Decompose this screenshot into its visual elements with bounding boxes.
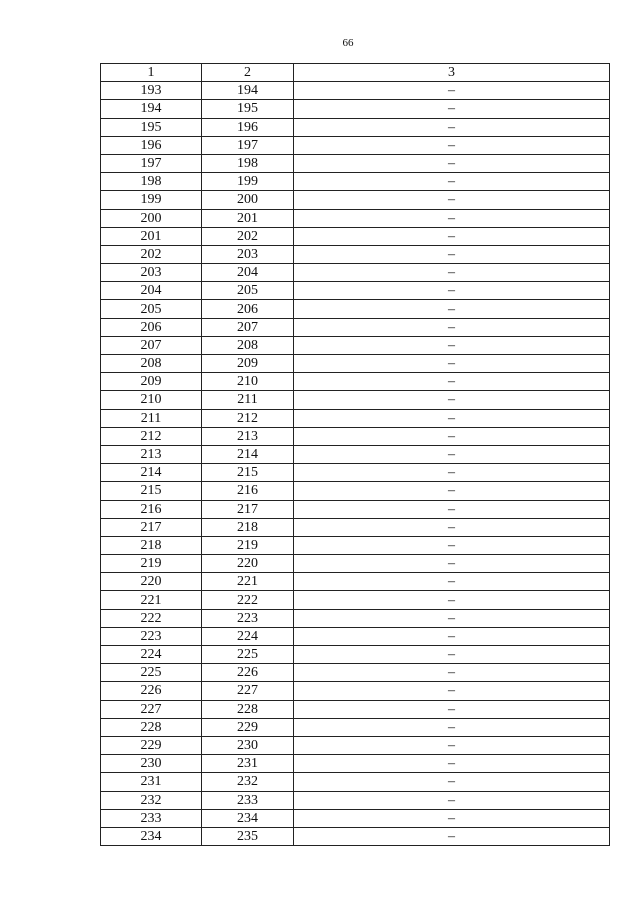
table-cell-col-1: 208 — [101, 355, 202, 373]
table-cell-col-3: – — [294, 627, 610, 645]
table-row — [101, 646, 610, 664]
table-cell-col-2: 235 — [202, 827, 294, 845]
table-cell-col-1: 202 — [101, 245, 202, 263]
page-number: 66 — [342, 37, 354, 49]
table-cell-col-1: 212 — [101, 427, 202, 445]
table-cell-col-2: 224 — [202, 627, 294, 645]
table-row — [101, 318, 610, 336]
table-cell-col-2: 198 — [202, 154, 294, 172]
table-row — [101, 445, 610, 463]
table-cell-col-3: – — [294, 373, 610, 391]
table-cell-col-3: – — [294, 300, 610, 318]
table-cell-col-1: 222 — [101, 609, 202, 627]
table-cell-col-3: – — [294, 82, 610, 100]
header-row — [101, 64, 610, 82]
table-cell-col-2: 213 — [202, 427, 294, 445]
table-cell-col-2: 197 — [202, 136, 294, 154]
table-cell-col-2: 210 — [202, 373, 294, 391]
table-cell-col-1: 213 — [101, 445, 202, 463]
table-row — [101, 682, 610, 700]
table-cell-col-3: – — [294, 555, 610, 573]
table-row — [101, 827, 610, 845]
table-row — [101, 245, 610, 263]
table-cell-col-1: 230 — [101, 755, 202, 773]
table-cell-col-3: – — [294, 518, 610, 536]
table-cell-col-3: – — [294, 118, 610, 136]
table-cell-col-1: 201 — [101, 227, 202, 245]
table-cell-col-2: 233 — [202, 791, 294, 809]
table-cell-col-2: 199 — [202, 173, 294, 191]
table-cell-col-1: 224 — [101, 646, 202, 664]
table-cell-col-1: 217 — [101, 518, 202, 536]
table-cell-col-3: – — [294, 264, 610, 282]
table-cell-col-2: 204 — [202, 264, 294, 282]
table-cell-col-1: 209 — [101, 373, 202, 391]
table-cell-col-1: 221 — [101, 591, 202, 609]
table-row — [101, 627, 610, 645]
table-cell-col-1: 218 — [101, 536, 202, 554]
table-cell-col-2: 219 — [202, 536, 294, 554]
table-cell-col-3: – — [294, 664, 610, 682]
table-cell-col-3: – — [294, 409, 610, 427]
table-cell-col-2: 209 — [202, 355, 294, 373]
table-cell-col-1: 225 — [101, 664, 202, 682]
table-cell-col-3: – — [294, 809, 610, 827]
table-cell-col-1: 231 — [101, 773, 202, 791]
table-row — [101, 300, 610, 318]
table-cell-col-2: 216 — [202, 482, 294, 500]
table-row — [101, 154, 610, 172]
table-cell-col-3: – — [294, 355, 610, 373]
table-cell-col-3: – — [294, 209, 610, 227]
table-cell-col-1: 219 — [101, 555, 202, 573]
table-cell-col-2: 234 — [202, 809, 294, 827]
table-cell-col-2: 208 — [202, 336, 294, 354]
table-row — [101, 591, 610, 609]
table-cell-col-3: – — [294, 773, 610, 791]
table-body — [101, 82, 610, 846]
table-row — [101, 464, 610, 482]
table-cell-col-2: 218 — [202, 518, 294, 536]
table-row — [101, 736, 610, 754]
table-row — [101, 209, 610, 227]
table-cell-col-3: – — [294, 464, 610, 482]
table-cell-col-3: – — [294, 827, 610, 845]
table-cell-col-3: – — [294, 336, 610, 354]
table-cell-col-3: – — [294, 482, 610, 500]
table-row — [101, 664, 610, 682]
table-row — [101, 773, 610, 791]
table-cell-col-2: 212 — [202, 409, 294, 427]
table-cell-col-2: 211 — [202, 391, 294, 409]
table-row — [101, 173, 610, 191]
table-row — [101, 227, 610, 245]
table-row — [101, 282, 610, 300]
table-cell-col-1: 216 — [101, 500, 202, 518]
table-cell-col-3: – — [294, 573, 610, 591]
table-cell-col-3: – — [294, 427, 610, 445]
table-cell-col-2: 232 — [202, 773, 294, 791]
table-cell-col-3: – — [294, 500, 610, 518]
table-row — [101, 482, 610, 500]
table-cell-col-3: – — [294, 173, 610, 191]
table-cell-col-3: – — [294, 791, 610, 809]
table-cell-col-1: 233 — [101, 809, 202, 827]
table-row — [101, 100, 610, 118]
table-cell-col-3: – — [294, 154, 610, 172]
table-cell-col-1: 220 — [101, 573, 202, 591]
table-header — [101, 64, 610, 82]
table-row — [101, 809, 610, 827]
table-row — [101, 336, 610, 354]
table-cell-col-1: 227 — [101, 700, 202, 718]
table-row — [101, 391, 610, 409]
table-cell-col-1: 193 — [101, 82, 202, 100]
table-cell-col-2: 214 — [202, 445, 294, 463]
table-cell-col-1: 195 — [101, 118, 202, 136]
table-row — [101, 536, 610, 554]
table-cell-col-3: – — [294, 191, 610, 209]
table-cell-col-1: 211 — [101, 409, 202, 427]
table-cell-col-3: – — [294, 536, 610, 554]
table-cell-col-3: – — [294, 136, 610, 154]
table-cell-col-3: – — [294, 736, 610, 754]
data-table — [100, 63, 610, 846]
table-cell-col-3: – — [294, 282, 610, 300]
table-cell-col-1: 197 — [101, 154, 202, 172]
table-cell-col-2: 206 — [202, 300, 294, 318]
table-cell-col-3: – — [294, 755, 610, 773]
table-cell-col-1: 232 — [101, 791, 202, 809]
table-row — [101, 573, 610, 591]
table-cell-col-2: 229 — [202, 718, 294, 736]
table-cell-col-1: 226 — [101, 682, 202, 700]
table-row — [101, 609, 610, 627]
table-cell-col-2: 195 — [202, 100, 294, 118]
table-cell-col-2: 201 — [202, 209, 294, 227]
table-row — [101, 791, 610, 809]
table-cell-col-3: – — [294, 245, 610, 263]
table-cell-col-1: 204 — [101, 282, 202, 300]
table-cell-col-1: 199 — [101, 191, 202, 209]
table-row — [101, 755, 610, 773]
table-row — [101, 264, 610, 282]
table-cell-col-3: – — [294, 445, 610, 463]
table-row — [101, 191, 610, 209]
table-cell-col-2: 225 — [202, 646, 294, 664]
table-row — [101, 409, 610, 427]
column-header-2: 2 — [202, 64, 294, 82]
table-cell-col-2: 207 — [202, 318, 294, 336]
table-cell-col-1: 205 — [101, 300, 202, 318]
table-cell-col-2: 230 — [202, 736, 294, 754]
table-cell-col-3: – — [294, 100, 610, 118]
table-cell-col-1: 214 — [101, 464, 202, 482]
table-row — [101, 500, 610, 518]
table-row — [101, 518, 610, 536]
table-cell-col-1: 206 — [101, 318, 202, 336]
table-cell-col-2: 221 — [202, 573, 294, 591]
table-cell-col-1: 215 — [101, 482, 202, 500]
table-row — [101, 136, 610, 154]
table-cell-col-2: 205 — [202, 282, 294, 300]
table-cell-col-1: 210 — [101, 391, 202, 409]
table-row — [101, 373, 610, 391]
table-cell-col-1: 203 — [101, 264, 202, 282]
table-cell-col-3: – — [294, 591, 610, 609]
table-cell-col-3: – — [294, 227, 610, 245]
table-cell-col-3: – — [294, 318, 610, 336]
table-cell-col-2: 215 — [202, 464, 294, 482]
table-cell-col-1: 223 — [101, 627, 202, 645]
table-row — [101, 355, 610, 373]
table-cell-col-3: – — [294, 391, 610, 409]
table-row — [101, 427, 610, 445]
table-cell-col-3: – — [294, 609, 610, 627]
table-cell-col-2: 227 — [202, 682, 294, 700]
table-cell-col-1: 196 — [101, 136, 202, 154]
table-cell-col-1: 198 — [101, 173, 202, 191]
table-cell-col-2: 217 — [202, 500, 294, 518]
table-row — [101, 118, 610, 136]
table-row — [101, 555, 610, 573]
table-cell-col-2: 231 — [202, 755, 294, 773]
table-cell-col-3: – — [294, 682, 610, 700]
table-cell-col-1: 207 — [101, 336, 202, 354]
table-cell-col-3: – — [294, 646, 610, 664]
table-cell-col-3: – — [294, 700, 610, 718]
table-row — [101, 718, 610, 736]
table-cell-col-2: 202 — [202, 227, 294, 245]
table-cell-col-1: 228 — [101, 718, 202, 736]
table-row — [101, 82, 610, 100]
table-cell-col-2: 220 — [202, 555, 294, 573]
table-cell-col-2: 203 — [202, 245, 294, 263]
table-cell-col-2: 196 — [202, 118, 294, 136]
table-cell-col-2: 223 — [202, 609, 294, 627]
table-cell-col-2: 222 — [202, 591, 294, 609]
table-cell-col-2: 228 — [202, 700, 294, 718]
column-header-3: 3 — [294, 64, 610, 82]
column-header-1: 1 — [101, 64, 202, 82]
table-cell-col-1: 234 — [101, 827, 202, 845]
table-row — [101, 700, 610, 718]
table-cell-col-2: 226 — [202, 664, 294, 682]
table-cell-col-1: 229 — [101, 736, 202, 754]
table-cell-col-2: 200 — [202, 191, 294, 209]
table-cell-col-1: 200 — [101, 209, 202, 227]
table-cell-col-1: 194 — [101, 100, 202, 118]
table-cell-col-2: 194 — [202, 82, 294, 100]
table-cell-col-3: – — [294, 718, 610, 736]
